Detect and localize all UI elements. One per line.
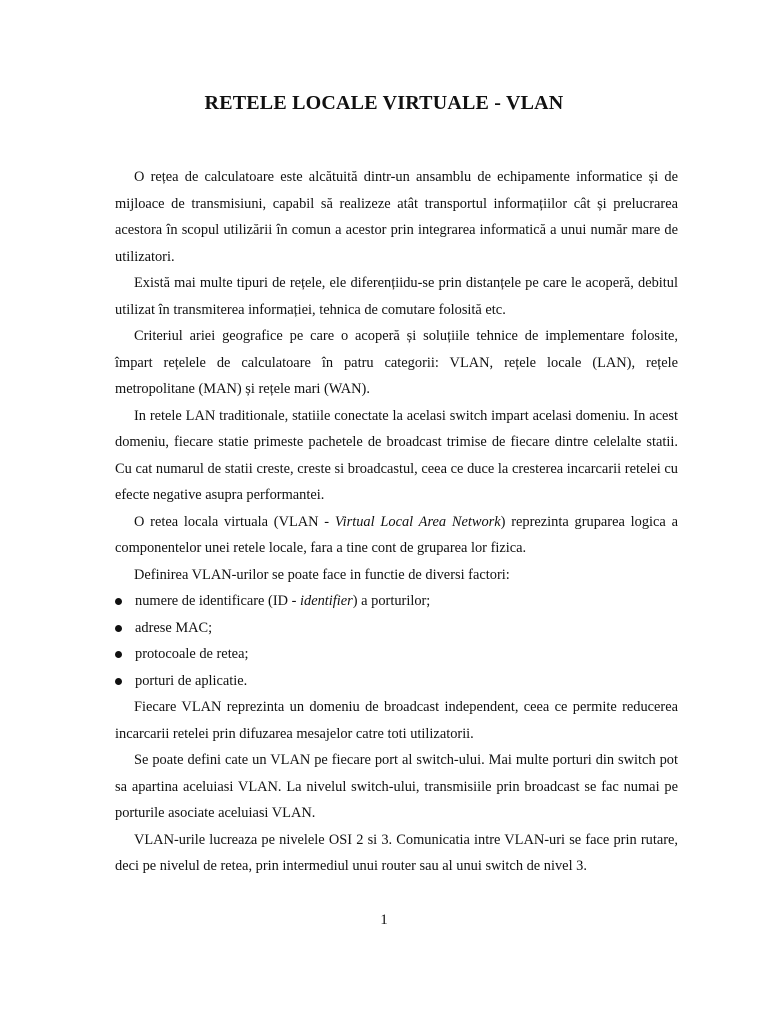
bullet-icon (115, 651, 122, 658)
list-item-italic: identifier (300, 593, 353, 609)
list-item-text: protocoale de retea; (135, 646, 249, 662)
paragraph-traditional-lan: In retele LAN traditionale, statiile conectate la acelasi switch impart acelasi domeniu. In acest domeniu, fiecare statie primeste pachetele de broadcast trimise de fiecare dintre celelalte statii. Cu cat numarul de statii creste, creste si broadcastul, ceea ce duce la cresterea incarcarii retelei cu efecte negative asupra performantei. (115, 407, 678, 503)
list-item (115, 668, 678, 695)
vlan-factors-list (115, 588, 678, 694)
bullet-icon (115, 678, 122, 685)
paragraph-vlan-definition (115, 509, 678, 562)
bullet-icon (115, 598, 122, 605)
paragraph-broadcast-domain: Fiecare VLAN reprezinta un domeniu de broadcast independent, ceea ce permite reducerea incarcarii retelei prin difuzarea mesajelor catre toti utilizatorii. (115, 699, 678, 742)
list-item (115, 588, 678, 615)
vlan-definition-text-start: O retea locala virtuala (VLAN - (134, 513, 335, 530)
paragraph-network-types: Există mai multe tipuri de rețele, ele diferențiidu-se prin distanțele pe care le acoperă, debitul utilizat în transmiterea informației, tehnica de comutare folosită etc. (115, 275, 678, 318)
paragraph-vlan-factors-intro: Definirea VLAN-urilor se poate face in functie de diversi factori: (134, 566, 510, 583)
paragraph-network-definition: O rețea de calculatoare este alcătuită dintr-un ansamblu de echipamente informatice și de mijloace de transmisiuni, capabil să realizeze atât transportul informațiilor cât și prelucrarea acestora în scopul utilizării în comun a acestor prin integrarea informatică a unui număr mare de utilizatori. (115, 169, 678, 265)
document-body (115, 164, 678, 880)
list-item (115, 615, 678, 642)
paragraph-geographic-criteria: Criteriul ariei geografice pe care o acoperă și soluțiile tehnice de implementare folosite, împart rețelele de calculatoare în patru categorii: VLAN, rețele locale (LAN), rețele metropolitane (MAN) și rețele mari (WAN). (115, 328, 678, 397)
vlan-definition-text-end: ) reprezinta gruparea logica a componentelor unei retele locale, fara a tine cont de gruparea lor fizica. (115, 513, 678, 556)
list-item-text: porturi de aplicatie. (135, 672, 248, 689)
document-title: RETELE LOCALE VIRTUALE - VLAN (204, 92, 564, 114)
list-item-text-end: ) a porturilor; (352, 593, 431, 609)
bullet-icon (115, 625, 122, 632)
paragraph-osi-layers: VLAN-urile lucreaza pe nivelele OSI 2 si 3. Comunicatia intre VLAN-uri se face prin rutare, deci pe nivelul de retea, prin intermediul unui router sau al unui switch de nivel 3. (115, 831, 678, 874)
page-number: 1 (380, 912, 388, 928)
vlan-acronym-expansion: Virtual Local Area Network (334, 513, 501, 530)
list-item-text-start: numere de identificare (ID - (135, 593, 301, 609)
list-item-text: adrese MAC; (135, 619, 213, 636)
list-item (115, 641, 678, 668)
paragraph-vlan-ports: Se poate defini cate un VLAN pe fiecare port al switch-ului. Mai multe porturi din switch pot sa apartina aceluiasi VLAN. La nivelul switch-ului, transmisiile prin broadcast se fac numai pe porturile asociate aceluiasi VLAN. (115, 752, 678, 821)
